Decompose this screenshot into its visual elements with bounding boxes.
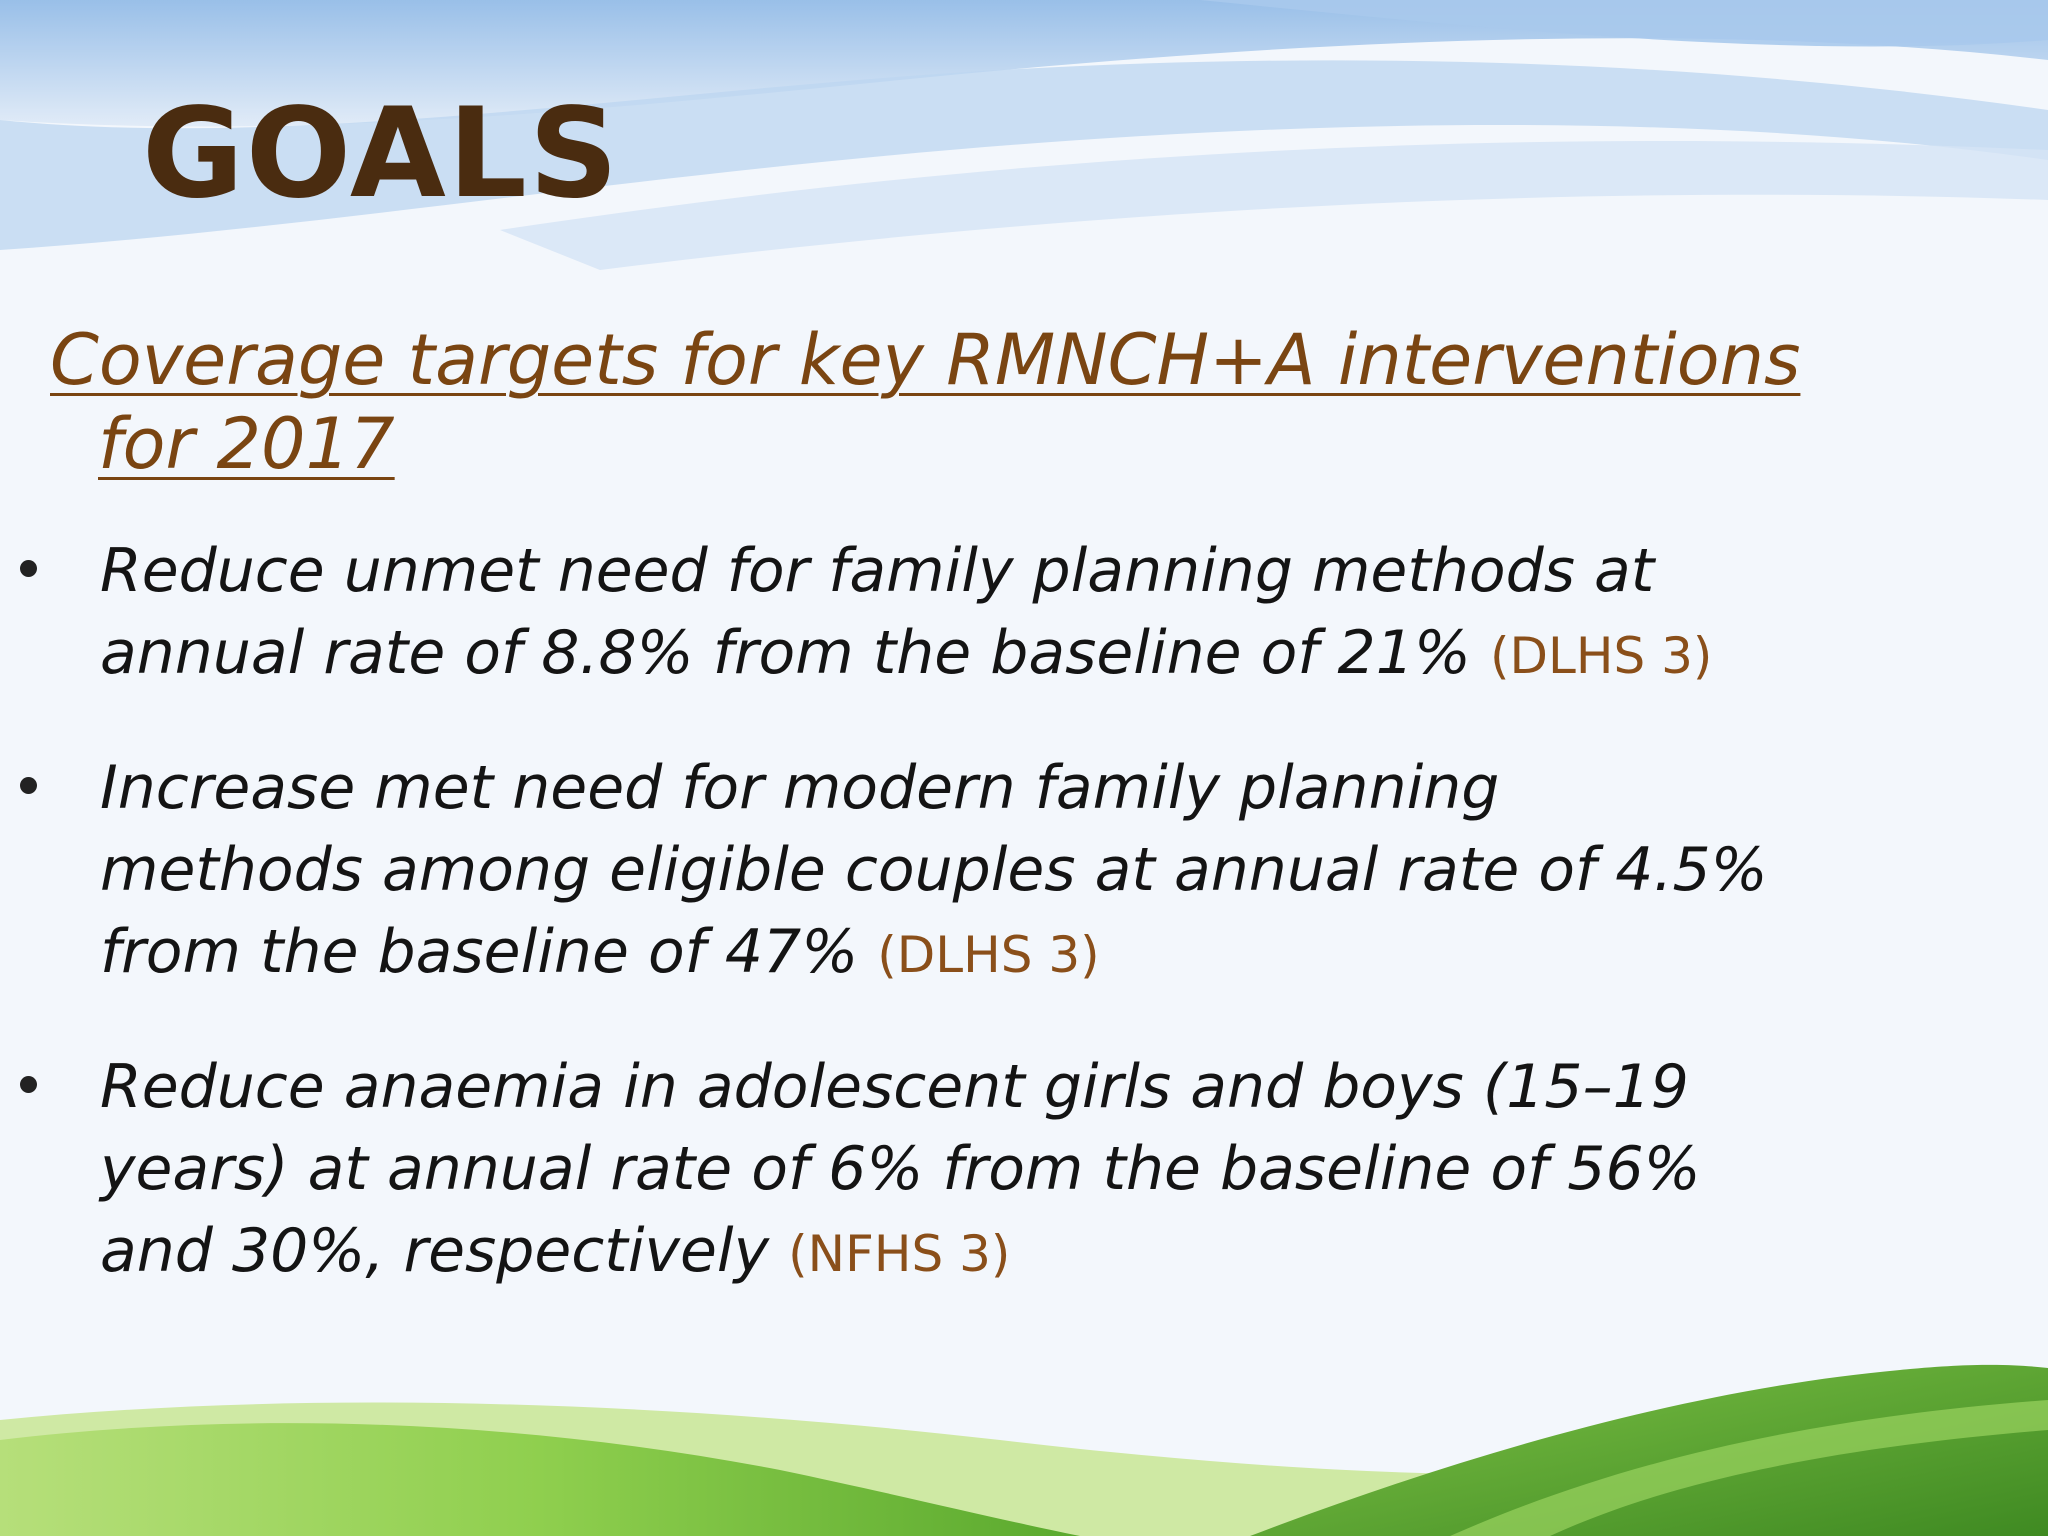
goal-text: Reduce anaemia in adolescent girls and boys (15–19 years) at annual rate of 6% from the baseline of 56% and 30%, respectively (NFHS 3) [100,1052,1701,1286]
subtitle-line: for 2017 [98,403,395,485]
goal-item-family-planning-met [0,747,2048,996]
source-citation: (DLHS 3) [877,926,1100,984]
bullet-icon [20,560,37,577]
goal-item-family-planning-unmet [0,530,2048,697]
subtitle-line: Coverage targets for key RMNCH+A interventions [50,319,1801,401]
goal-item-anaemia [0,1046,2048,1295]
source-citation: (DLHS 3) [1490,627,1713,685]
bullet-icon [20,1076,37,1093]
goal-text: Increase met need for modern family planning methods among eligible couples at annual rate of 4.5% from the baseline of 47% (DLHS 3) [100,753,1768,987]
goal-list [0,530,2048,1345]
page-title: GOALS [142,82,621,226]
source-citation: (NFHS 3) [788,1225,1011,1283]
goal-text: Reduce unmet need for family planning methods at annual rate of 8.8% from the baseline of 21% (DLHS 3) [100,536,1713,688]
subtitle [50,318,1950,486]
bullet-icon [20,777,37,794]
